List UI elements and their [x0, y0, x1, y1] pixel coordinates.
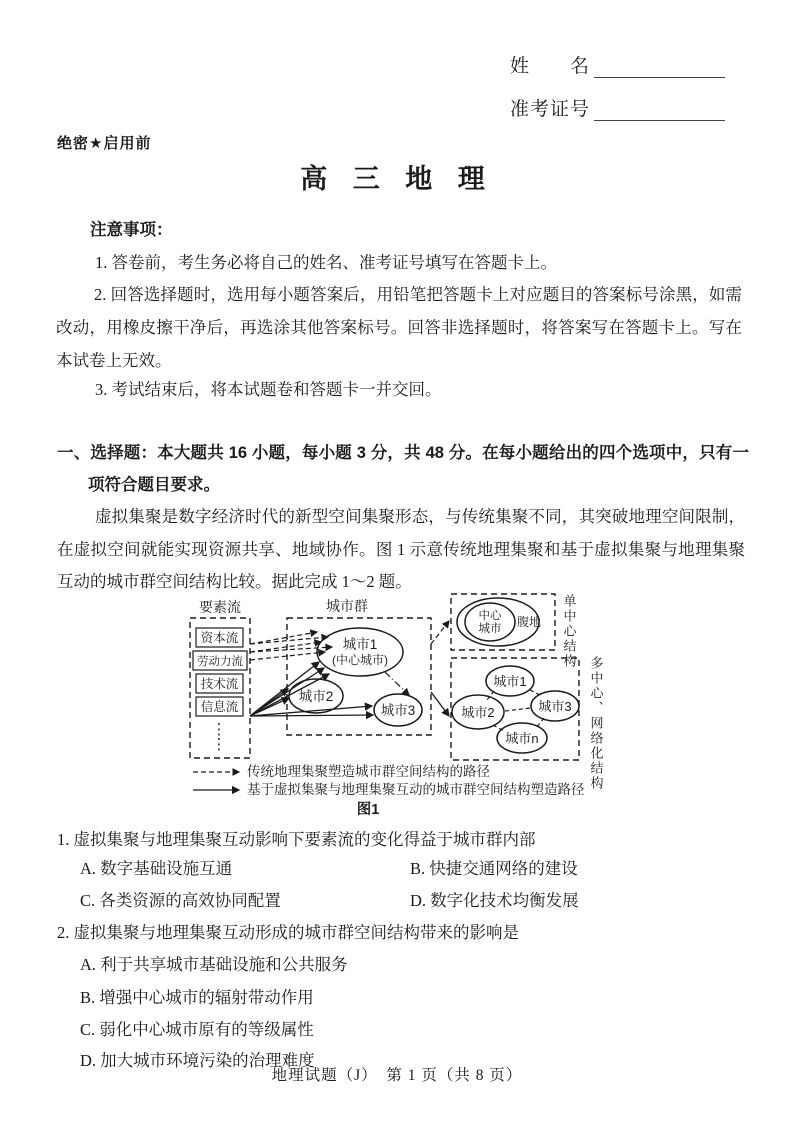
city1-label: 城市1 — [342, 637, 378, 652]
exam-no-label: 准考证号 — [510, 99, 591, 120]
question-1-option-a: A. 数字基础设施互通 — [80, 859, 233, 878]
factor-flows-group — [190, 599, 250, 758]
legend-solid-label: 基于虚拟集聚与地理集聚互动的城市群空间结构塑造路径 — [247, 782, 585, 797]
net-city3-label: 城市3 — [538, 699, 572, 714]
name-row — [510, 52, 725, 78]
city3-label: 城市3 — [380, 703, 416, 718]
notice-item-3: 3. 考试结束后，将本试题卷和答题卡一并交回。 — [95, 380, 442, 399]
question-2-option-a: A. 利于共享城市基础设施和公共服务 — [80, 955, 348, 974]
flows-ellipsis-icon: ⋮ — [211, 721, 227, 738]
notice-item-2: 2. 回答选择题时，选用每小题答案后，用铅笔把答题卡上对应题目的答案标号涂黑，如需改动，用橡皮擦干净后，再选涂其他答案标号。回答非选择题时，将答案写在答题卡上。写在本试卷上无效。 — [56, 285, 742, 370]
question-1-stem: 1. 虚拟集聚与地理集聚互动影响下要素流的变化得益于城市群内部 — [57, 830, 536, 849]
central-city-label: 城市 — [478, 623, 502, 635]
question-1-option-b: B. 快捷交通网络的建设 — [410, 859, 578, 878]
flow-info: 信息流 — [200, 700, 239, 714]
flow-capital: 资本流 — [200, 631, 239, 645]
question-2-option-c: C. 弱化中心城市原有的等级属性 — [80, 1020, 314, 1039]
notice-item-1: 1. 答卷前，考生务必将自己的姓名、准考证号填写在答题卡上。 — [95, 253, 557, 272]
factor-flows-title: 要素流 — [199, 599, 241, 615]
section-one-header: 一、选择题：本大题共 16 小题，每小题 3 分，共 48 分。在每小题给出的四个选项中，只有一项符合题目要求。 — [57, 444, 749, 494]
question-2-stem: 2. 虚拟集聚与地理集聚互动形成的城市群空间结构带来的影响是 — [57, 923, 519, 942]
single-center-structure-label: 单中心结构 — [561, 594, 577, 669]
figure-caption: 图1 — [356, 802, 380, 818]
central-city-label: 中心 — [478, 610, 502, 622]
hinterland-label: 腹地 — [516, 615, 542, 629]
flow-labor: 劳动力流 — [197, 656, 243, 668]
exam-no-blank-line — [594, 96, 725, 121]
exam-no-row — [510, 95, 725, 121]
net-city1-label: 城市1 — [493, 674, 527, 689]
candidate-info-block — [510, 52, 725, 138]
city-cluster-group — [287, 598, 431, 735]
city2-label: 城市2 — [298, 689, 334, 704]
question-2-option-b: B. 增强中心城市的辐射带动作用 — [80, 988, 314, 1007]
question-passage: 虚拟集聚是数字经济时代的新型空间集聚形态，与传统集聚不同，其突破地理空间限制，在虚拟空间就能实现资源共享、地域协作。图 1 示意传统地理集聚和基于虚拟集聚与地理集聚互动的城市群空间结构比较。据此完成 1～2 题。 — [57, 507, 745, 591]
question-1-option-c: C. 各类资源的高效协同配置 — [80, 891, 281, 910]
figure-1-diagram — [181, 588, 633, 830]
paper-title: 高 三 地 理 — [300, 164, 494, 194]
multi-center-structure-label: 多中心、网络化结构 — [588, 656, 604, 791]
question-1-option-d: D. 数字化技术均衡发展 — [410, 891, 579, 910]
notice-heading: 注意事项： — [90, 221, 173, 239]
city-cluster-title: 城市群 — [326, 598, 368, 614]
name-label: 姓 名 — [510, 56, 591, 77]
secrecy-notice: 绝密★启用前 — [57, 135, 152, 152]
city1-sublabel: (中心城市) — [332, 653, 388, 667]
page-footer: 地理试题（J） 第 1 页（共 8 页） — [271, 1067, 523, 1084]
net-cityn-label: 城市n — [505, 731, 539, 746]
name-blank-line — [594, 53, 725, 78]
flow-tech: 技术流 — [200, 677, 239, 691]
legend-dashed-label: 传统地理集聚塑造城市群空间结构的路径 — [247, 764, 490, 779]
flows-ellipsis-icon: ⋮ — [211, 736, 227, 753]
figure-1 — [181, 588, 633, 830]
question-2-option-d: D. 加大城市环境污染的治理难度 — [80, 1051, 315, 1070]
figure-legend — [193, 763, 585, 818]
net-city2-label: 城市2 — [461, 705, 495, 720]
virtual-path-arrows — [250, 662, 449, 716]
